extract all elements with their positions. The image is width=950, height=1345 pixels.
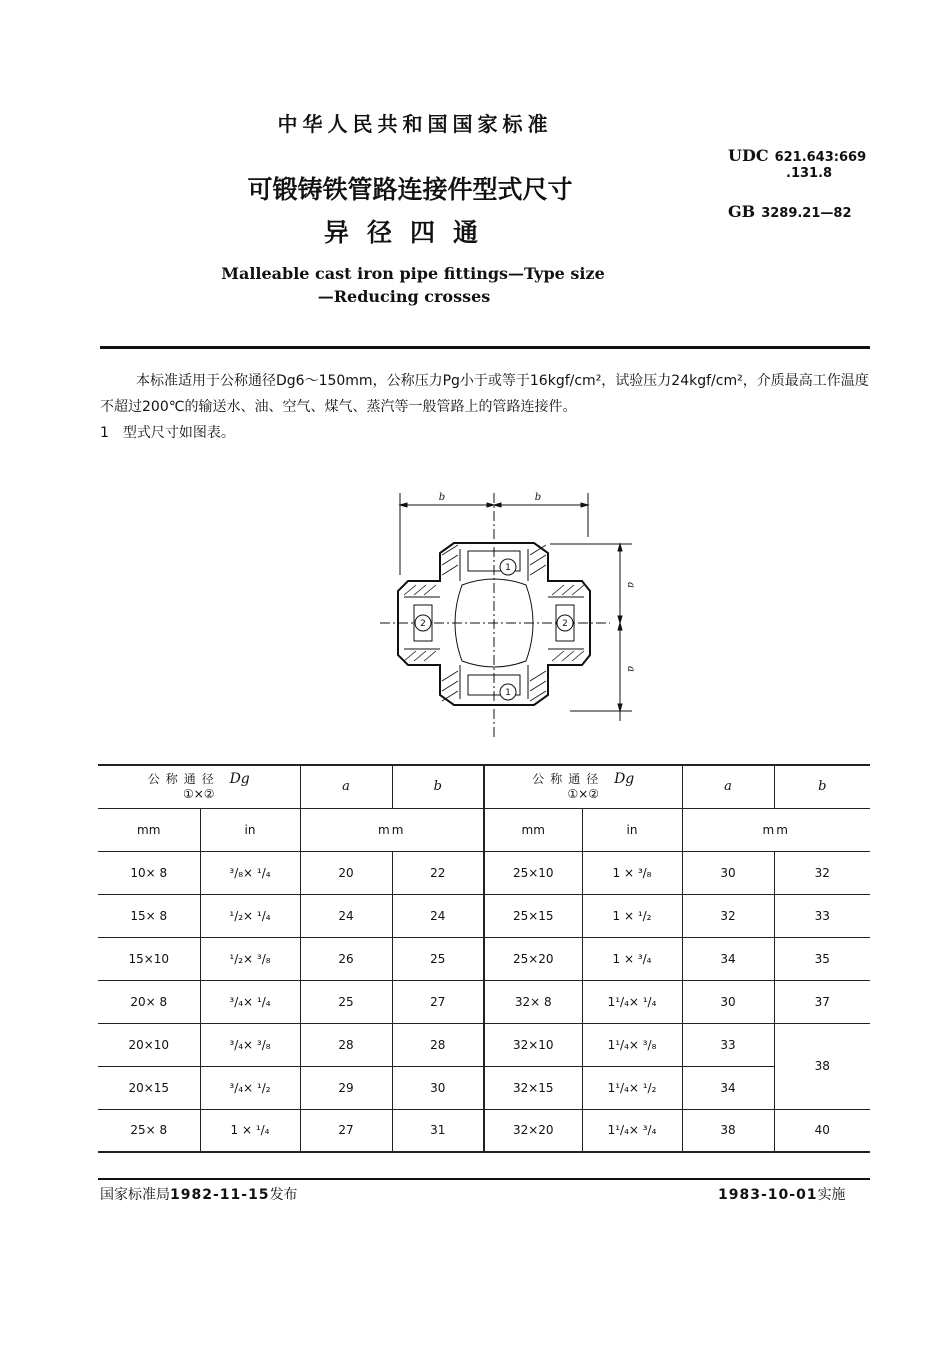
cell-a: 25: [300, 980, 392, 1023]
cell-in: ³/₄× ¹/₂: [200, 1066, 300, 1109]
bottom-rule: [98, 1178, 870, 1180]
unit-in: in: [200, 808, 300, 851]
dim-a-lower: a: [625, 666, 636, 672]
cell-a-right: 34: [682, 937, 774, 980]
issuer: 国家标准局: [100, 1187, 170, 1203]
cell-b-right-merged: 38: [774, 1023, 870, 1109]
cell-b-right: 37: [774, 980, 870, 1023]
header-b: b: [392, 765, 484, 808]
udc-label: UDC: [728, 146, 769, 165]
gb-label: GB: [728, 202, 756, 221]
table-row: [98, 894, 870, 937]
issue-date: 1982-11-15: [170, 1187, 270, 1203]
table-row: [98, 980, 870, 1023]
cell-in-right: 1¹/₄× ³/₈: [582, 1023, 682, 1066]
cell-in-right: 1 × ¹/₂: [582, 894, 682, 937]
cell-mm: 25× 8: [98, 1109, 200, 1152]
cell-in: ³/₄× ¹/₄: [200, 980, 300, 1023]
table-row: [98, 937, 870, 980]
cell-a-right: 38: [682, 1109, 774, 1152]
effective-info: [718, 1184, 846, 1204]
scope-paragraph: 本标准适用于公称通径Dg6～150mm，公称压力Pg小于或等于16kgf/cm²，试验压力24kgf/cm²，介质最高工作温度不超过200℃的输送水、油、空气、煤气、蒸汽等一般管路上的管路连接件。: [100, 373, 869, 415]
unit-mm-right: mm: [484, 808, 582, 851]
dim-b-right: b: [534, 492, 542, 503]
cell-a: 26: [300, 937, 392, 980]
cell-a-right: 30: [682, 980, 774, 1023]
cell-mm-right: 25×15: [484, 894, 582, 937]
cell-b-right: 33: [774, 894, 870, 937]
udc-line1: 621.643:669: [774, 150, 867, 165]
dim-a-upper: a: [625, 582, 636, 588]
cell-mm-right: 25×20: [484, 937, 582, 980]
issue-suffix: 发布: [269, 1187, 298, 1203]
cell-a: 27: [300, 1109, 392, 1152]
title-en-line1: Malleable cast iron pipe fittings—Type size: [221, 264, 605, 283]
cell-in: 1 × ¹/₄: [200, 1109, 300, 1152]
table-unit-row: [98, 808, 870, 851]
effective-date: 1983-10-01: [718, 1187, 818, 1203]
cell-mm-right: 32×10: [484, 1023, 582, 1066]
unit-mm: mm: [98, 808, 200, 851]
cell-mm: 20×10: [98, 1023, 200, 1066]
cell-mm-right: 32× 8: [484, 980, 582, 1023]
cell-in: ³/₄× ³/₈: [200, 1023, 300, 1066]
cell-b: 27: [392, 980, 484, 1023]
header-dg: 公称通径 Dg ①×②: [98, 765, 300, 808]
issue-info: [100, 1184, 298, 1204]
cell-in-right: 1¹/₄× ¹/₄: [582, 980, 682, 1023]
table-row: [98, 1066, 870, 1109]
cell-mm: 15× 8: [98, 894, 200, 937]
table-row: [98, 851, 870, 894]
cell-a-right: 32: [682, 894, 774, 937]
cell-mm: 10× 8: [98, 851, 200, 894]
header-dg-right: 公称通径 Dg ①×②: [484, 765, 682, 808]
cell-b-right: 40: [774, 1109, 870, 1152]
reducing-cross-drawing: [370, 485, 640, 745]
cell-a: 20: [300, 851, 392, 894]
gb-code: 3289.21—82: [761, 206, 852, 221]
header-a: a: [300, 765, 392, 808]
top-rule: [100, 346, 870, 349]
title-en-line2: —Reducing crosses: [317, 287, 491, 306]
cell-in-right: 1¹/₄× ³/₄: [582, 1109, 682, 1152]
unit-mm-ab: mm: [300, 808, 484, 851]
cell-b-right: 32: [774, 851, 870, 894]
cell-in: ¹/₂× ³/₈: [200, 937, 300, 980]
title-cn-line2: 异径四通: [323, 218, 496, 247]
cell-b: 25: [392, 937, 484, 980]
table-row: [98, 1109, 870, 1152]
cell-in-right: 1¹/₄× ¹/₂: [582, 1066, 682, 1109]
cell-a: 28: [300, 1023, 392, 1066]
port-1-bottom-label: 1: [505, 688, 511, 698]
cell-mm-right: 32×15: [484, 1066, 582, 1109]
cell-a-right: 34: [682, 1066, 774, 1109]
unit-in-right: in: [582, 808, 682, 851]
clause-1: 1 型式尺寸如图表。: [100, 425, 235, 441]
port-2-left-label: 2: [420, 619, 426, 629]
port-1-top-label: 1: [505, 563, 511, 573]
cell-mm: 20×15: [98, 1066, 200, 1109]
cell-in: ³/₈× ¹/₄: [200, 851, 300, 894]
cell-in: ¹/₂× ¹/₄: [200, 894, 300, 937]
header-b-right: b: [774, 765, 870, 808]
cell-mm: 20× 8: [98, 980, 200, 1023]
table-header-row: [98, 765, 870, 808]
title-cn-line1: 可锻铸铁管路连接件型式尺寸: [247, 175, 573, 204]
cell-a: 24: [300, 894, 392, 937]
header-a-right: a: [682, 765, 774, 808]
cell-a: 29: [300, 1066, 392, 1109]
cell-a-right: 30: [682, 851, 774, 894]
cell-mm-right: 32×20: [484, 1109, 582, 1152]
cell-a-right: 33: [682, 1023, 774, 1066]
dim-b-left: b: [438, 492, 446, 503]
dimension-table: [98, 764, 870, 1153]
table-row: [98, 1023, 870, 1066]
cell-mm: 15×10: [98, 937, 200, 980]
national-standard-header: 中华人民共和国国家标准: [277, 112, 553, 136]
cell-b-right: 35: [774, 937, 870, 980]
cell-in-right: 1 × ³/₄: [582, 937, 682, 980]
unit-mm-ab-right: mm: [682, 808, 870, 851]
port-2-right-label: 2: [562, 619, 568, 629]
cell-b: 22: [392, 851, 484, 894]
cell-b: 24: [392, 894, 484, 937]
cell-in-right: 1 × ³/₈: [582, 851, 682, 894]
cell-mm-right: 25×10: [484, 851, 582, 894]
udc-line2: .131.8: [786, 166, 833, 181]
cell-b: 30: [392, 1066, 484, 1109]
cell-b: 31: [392, 1109, 484, 1152]
effective-suffix: 实施: [817, 1187, 846, 1203]
cell-b: 28: [392, 1023, 484, 1066]
